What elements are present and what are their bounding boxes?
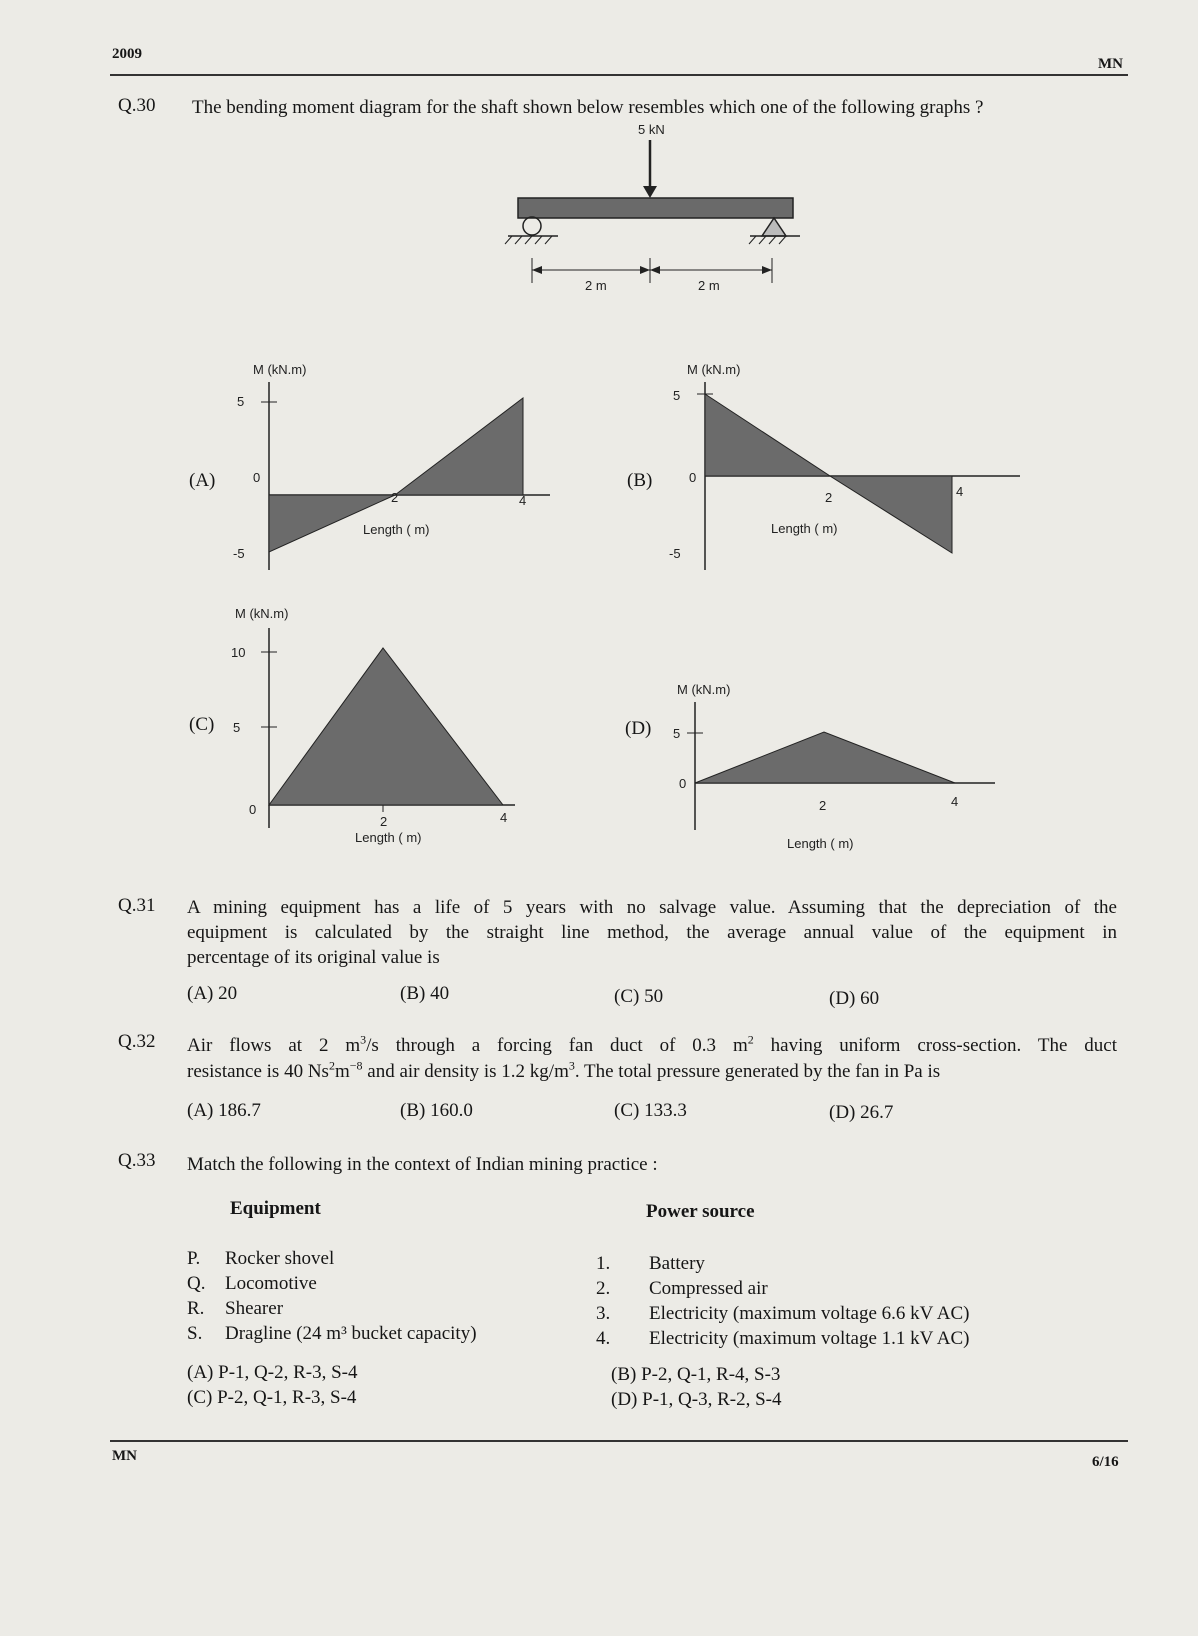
- q32-option-d: (D) 26.7: [829, 1102, 894, 1123]
- graph-d-label: (D): [625, 718, 652, 739]
- footer-code: MN: [112, 1448, 137, 1464]
- graph-a-ytick-5: 5: [237, 394, 245, 409]
- q33-option-c: (C) P-2, Q-1, R-3, S-4: [187, 1387, 357, 1408]
- graph-b-ytick-neg5: -5: [669, 546, 681, 561]
- q32-option-b: (B) 160.0: [400, 1100, 473, 1121]
- graph-d-xtick-4: 4: [951, 794, 959, 809]
- equipment-name: Dragline (24 m³ bucket capacity): [225, 1323, 477, 1344]
- q31-line1: A mining equipment has a life of 5 years with no salvage value. Assuming that the depreciation of the: [187, 897, 1117, 918]
- graph-b-region-1: [705, 394, 830, 476]
- q32-number: Q.32: [118, 1031, 156, 1052]
- graph-b-xlabel: Length ( m): [771, 521, 838, 536]
- graph-d-ytick-0: 0: [679, 776, 687, 791]
- equipment-key: P.: [187, 1248, 201, 1269]
- graph-a-region-2: [395, 398, 523, 495]
- equipment-name: Shearer: [225, 1298, 284, 1319]
- q33-option-b: (B) P-2, Q-1, R-4, S-3: [611, 1364, 781, 1385]
- header-year: 2009: [112, 46, 142, 62]
- graph-c-ytick-10: 10: [231, 645, 246, 660]
- graph-a-ylabel: M (kN.m): [253, 362, 307, 377]
- graph-c-xtick-2: 2: [380, 814, 388, 829]
- pin-support: [762, 218, 786, 236]
- equipment-key: R.: [187, 1298, 205, 1319]
- graph-d-xtick-2: 2: [819, 798, 827, 813]
- power-name: Battery: [649, 1253, 705, 1274]
- q32-option-c: (C) 133.3: [614, 1100, 687, 1121]
- power-key: 3.: [596, 1303, 611, 1324]
- q32-option-a: (A) 186.7: [187, 1100, 261, 1121]
- q31-number: Q.31: [118, 895, 156, 916]
- equipment-name: Rocker shovel: [225, 1248, 335, 1269]
- graph-c-xlabel: Length ( m): [355, 830, 422, 845]
- span-left-label: 2 m: [585, 278, 607, 293]
- header-code: MN: [1098, 56, 1123, 72]
- q31-option-d: (D) 60: [829, 988, 880, 1009]
- graph-b-label: (B): [627, 470, 653, 491]
- graph-b: [625, 360, 1025, 585]
- graph-d-ylabel: M (kN.m): [677, 682, 731, 697]
- graph-b-ytick-0: 0: [689, 470, 697, 485]
- graph-a-xtick-2: 2: [391, 490, 399, 505]
- equipment-key: Q.: [187, 1273, 206, 1294]
- q32-line1: Air flows at 2 $m^3/s$ through a forcing fan duct of 0.3 $m^2$ having uniform cross-section. The duct: [187, 1032, 1117, 1056]
- graph-b-region-2: [830, 476, 952, 553]
- graph-c-xtick-4: 4: [500, 810, 508, 825]
- power-name: Electricity (maximum voltage 6.6 kV AC): [649, 1303, 970, 1324]
- q33-option-d: (D) P-1, Q-3, R-2, S-4: [611, 1389, 782, 1410]
- graph-d-xlabel: Length ( m): [787, 836, 854, 851]
- q33-text: Match the following in the context of Indian mining practice :: [187, 1154, 658, 1175]
- graph-a: [185, 360, 565, 585]
- graph-d: [625, 680, 1025, 890]
- beam-shaft: [518, 198, 793, 218]
- q31-option-c: (C) 50: [614, 986, 664, 1007]
- footer-rule: [110, 1440, 1128, 1442]
- graph-c: [185, 600, 535, 855]
- power-key: 1.: [596, 1253, 611, 1274]
- q31-option-a: (A) 20: [187, 983, 238, 1004]
- q30-text: The bending moment diagram for the shaft shown below resembles which one of the following graphs ?: [192, 97, 984, 118]
- header-rule: [110, 74, 1128, 76]
- q33-option-a: (A) P-1, Q-2, R-3, S-4: [187, 1362, 358, 1383]
- graph-a-label: (A): [189, 470, 216, 491]
- graph-b-xtick-4: 4: [956, 484, 964, 499]
- graph-b-ytick-5: 5: [673, 388, 681, 403]
- graph-a-xlabel: Length ( m): [363, 522, 430, 537]
- q30-number: Q.30: [118, 95, 156, 116]
- roller-support: [523, 217, 541, 235]
- graph-c-ytick-0: 0: [249, 802, 257, 817]
- power-name: Compressed air: [649, 1278, 768, 1299]
- graph-c-region: [269, 648, 503, 805]
- q33-number: Q.33: [118, 1150, 156, 1171]
- power-key: 4.: [596, 1328, 611, 1349]
- footer-page: 6/16: [1092, 1454, 1119, 1470]
- graph-c-label: (C): [189, 714, 215, 735]
- graph-a-xtick-4: 4: [519, 493, 527, 508]
- equipment-name: Locomotive: [225, 1273, 317, 1294]
- graph-c-ytick-5: 5: [233, 720, 241, 735]
- beam-load-label: 5 kN: [638, 122, 665, 137]
- graph-b-xtick-2: 2: [825, 490, 833, 505]
- q31-line3: percentage of its original value is: [187, 947, 440, 968]
- power-key: 2.: [596, 1278, 611, 1299]
- q32-line2: resistance is 40 $Ns^2m^{-8}$ and air density is 1.2 $kg/m^3$. The total pressure generated by the fan in Pa is: [187, 1058, 941, 1082]
- span-right-label: 2 m: [698, 278, 720, 293]
- graph-d-ytick-5: 5: [673, 726, 681, 741]
- q31-option-b: (B) 40: [400, 983, 450, 1004]
- q33-col2-heading: Power source: [646, 1201, 755, 1222]
- q33-col1-heading: Equipment: [230, 1198, 321, 1219]
- graph-c-ylabel: M (kN.m): [235, 606, 289, 621]
- beam-diagram: [490, 118, 820, 303]
- graph-b-ylabel: M (kN.m): [687, 362, 741, 377]
- graph-a-ytick-neg5: -5: [233, 546, 245, 561]
- power-name: Electricity (maximum voltage 1.1 kV AC): [649, 1328, 970, 1349]
- graph-a-ytick-0: 0: [253, 470, 261, 485]
- graph-d-region: [695, 732, 955, 783]
- equipment-key: S.: [187, 1323, 203, 1344]
- q31-line2: equipment is calculated by the straight line method, the average annual value of the equipment in: [187, 922, 1117, 943]
